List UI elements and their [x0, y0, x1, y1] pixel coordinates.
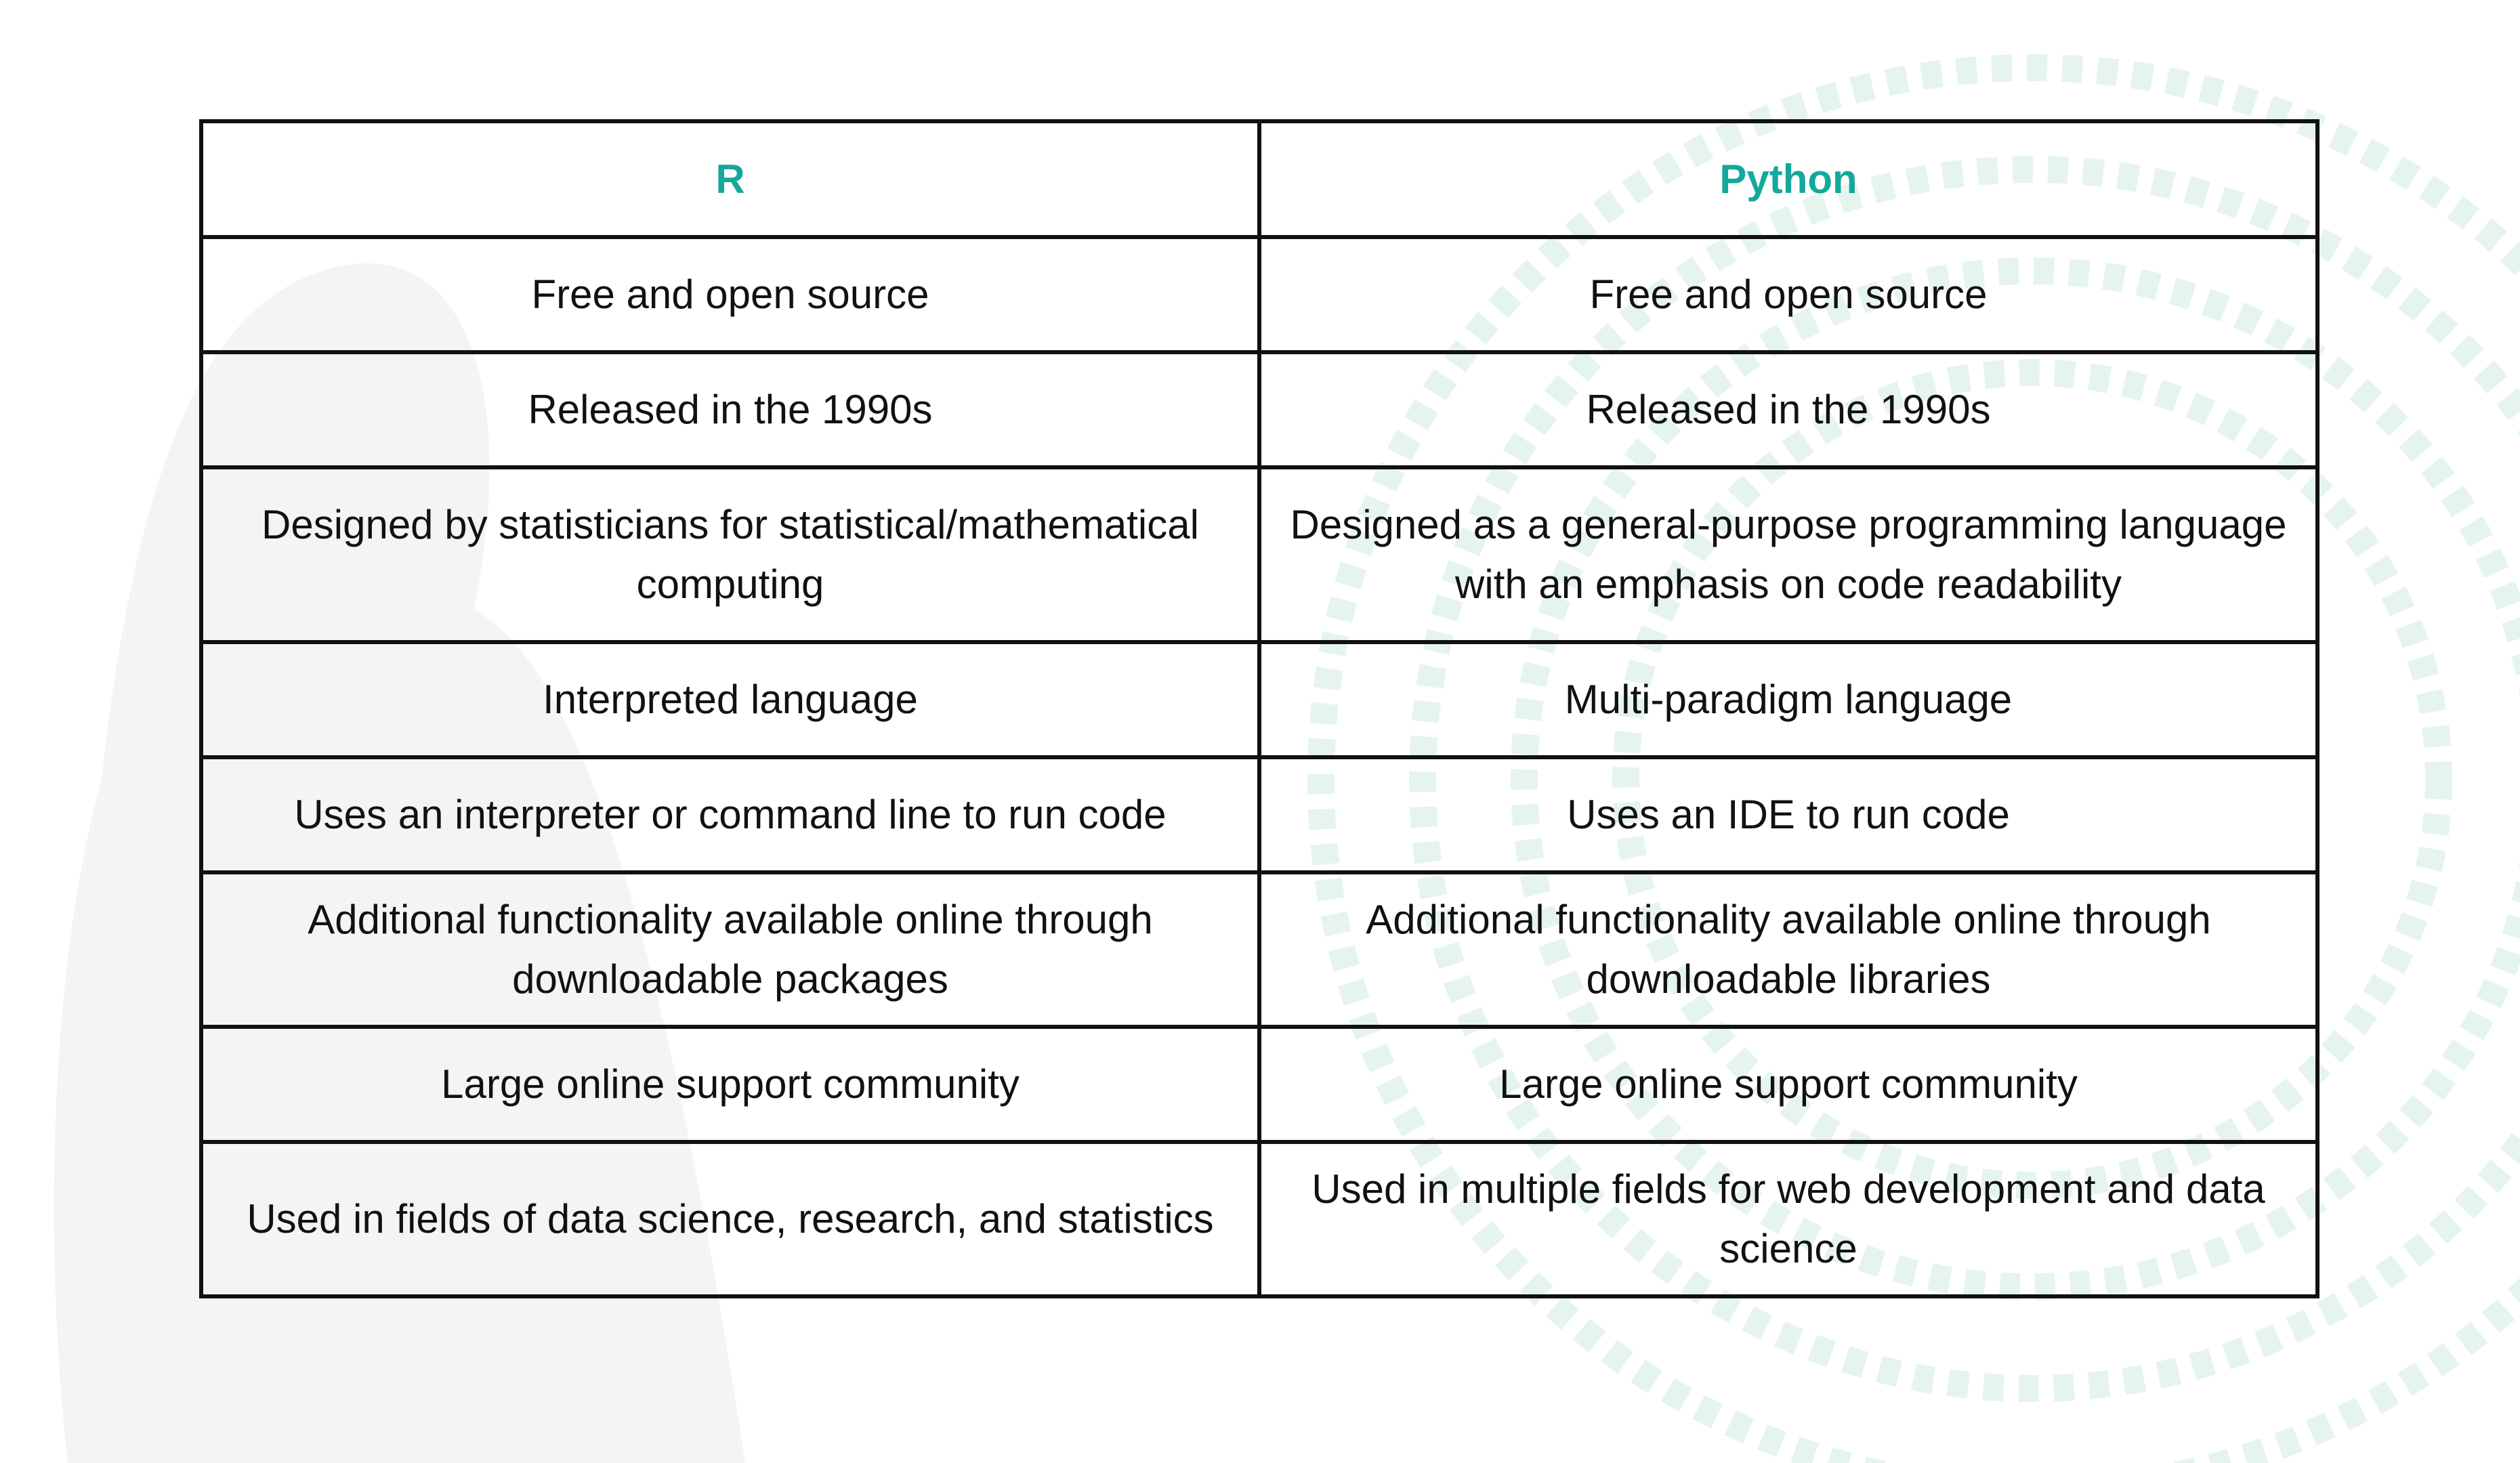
python-cell: Free and open source — [1259, 237, 2317, 352]
r-cell: Large online support community — [201, 1027, 1259, 1142]
r-cell: Additional functionality available online through downloadable packages — [201, 872, 1259, 1027]
table-row — [201, 757, 2317, 872]
table-row — [201, 467, 2317, 642]
table-header-row — [201, 121, 2317, 237]
python-cell: Multi-paradigm language — [1259, 642, 2317, 757]
r-cell: Free and open source — [201, 237, 1259, 352]
python-cell: Large online support community — [1259, 1027, 2317, 1142]
python-cell: Uses an IDE to run code — [1259, 757, 2317, 872]
r-cell: Interpreted language — [201, 642, 1259, 757]
table-row — [201, 1142, 2317, 1296]
table-row — [201, 237, 2317, 352]
python-cell: Designed as a general-purpose programming language with an emphasis on code readability — [1259, 467, 2317, 642]
r-cell: Designed by statisticians for statistical/mathematical computing — [201, 467, 1259, 642]
header-r: R — [201, 121, 1259, 237]
table-row — [201, 872, 2317, 1027]
python-cell: Additional functionality available online through downloadable libraries — [1259, 872, 2317, 1027]
header-python: Python — [1259, 121, 2317, 237]
table-row — [201, 642, 2317, 757]
r-cell: Uses an interpreter or command line to run code — [201, 757, 1259, 872]
r-cell: Released in the 1990s — [201, 352, 1259, 467]
python-cell: Released in the 1990s — [1259, 352, 2317, 467]
r-vs-python-comparison-table — [199, 119, 2319, 1298]
table-row — [201, 352, 2317, 467]
table-row — [201, 1027, 2317, 1142]
python-cell: Used in multiple fields for web development and data science — [1259, 1142, 2317, 1296]
r-cell: Used in fields of data science, research, and statistics — [201, 1142, 1259, 1296]
